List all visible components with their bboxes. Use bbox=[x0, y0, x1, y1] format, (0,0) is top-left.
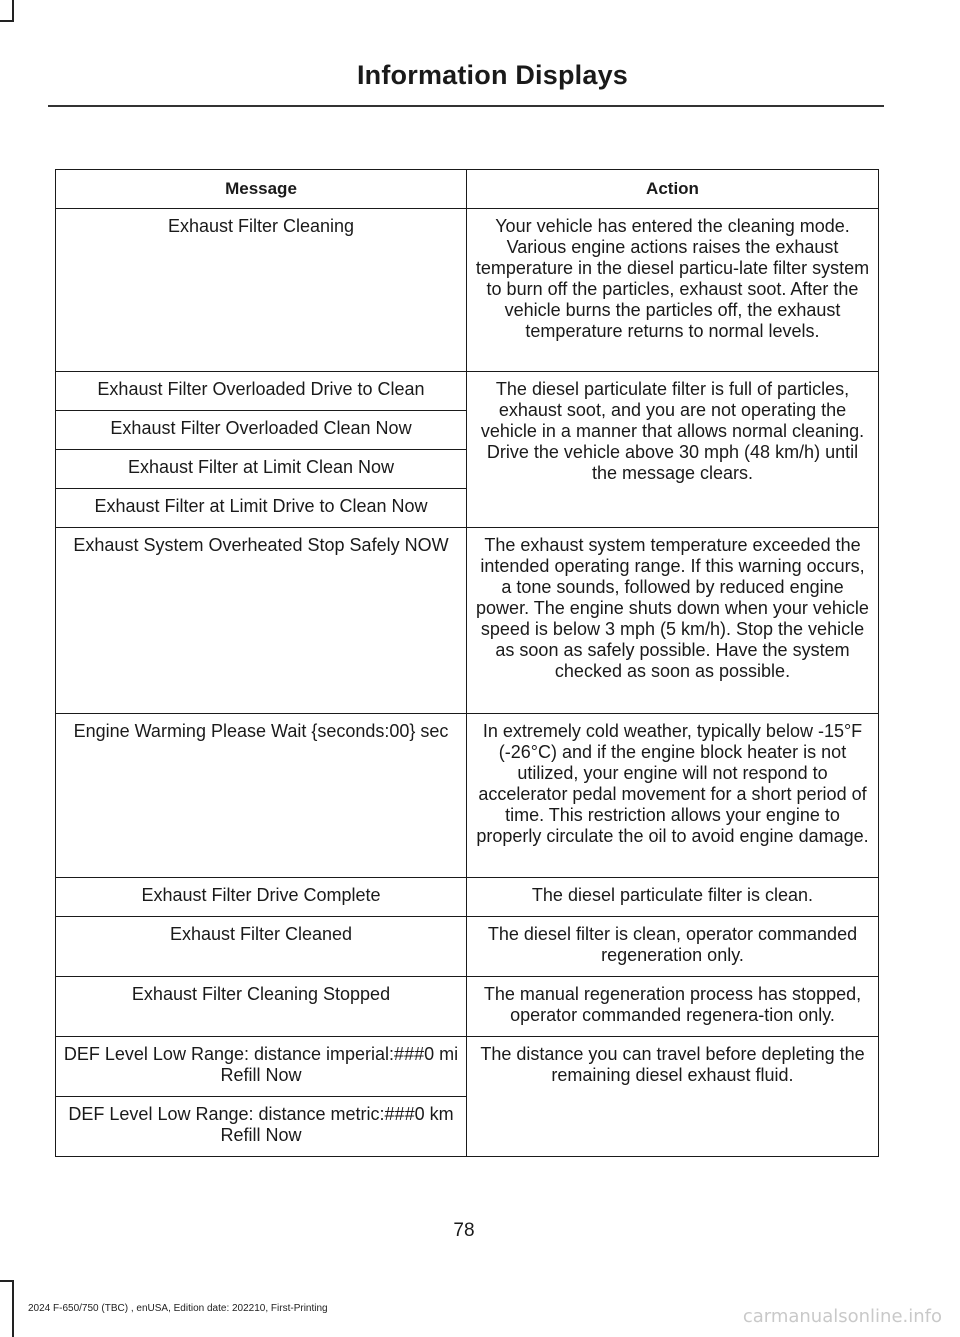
action-cell: The diesel particulate filter is clean. bbox=[467, 878, 879, 917]
table-row bbox=[56, 1037, 879, 1097]
table-row bbox=[56, 528, 879, 714]
action-cell: The distance you can travel before depleting the remaining diesel exhaust fluid. bbox=[467, 1037, 879, 1157]
message-cell: Exhaust Filter Cleaning Stopped bbox=[56, 977, 467, 1037]
message-cell: Exhaust Filter Overloaded Clean Now bbox=[56, 411, 467, 450]
header-divider bbox=[48, 105, 884, 107]
crop-mark-bottom-left-horizontal bbox=[0, 1280, 14, 1282]
table-row bbox=[56, 209, 879, 372]
message-cell: Exhaust Filter Cleaning bbox=[56, 209, 467, 372]
action-cell: Your vehicle has entered the cleaning mode. Various engine actions raises the exhaust temperature in the diesel particu-late filter system to burn off the particles, exhaust soot. After the vehicle burns the particles off, the exhaust temperature returns to normal levels. bbox=[467, 209, 879, 372]
crop-mark-top-left-vertical bbox=[12, 0, 14, 22]
action-cell: The manual regeneration process has stopped, operator commanded regenera-tion only. bbox=[467, 977, 879, 1037]
message-cell: Exhaust Filter at Limit Drive to Clean Now bbox=[56, 489, 467, 528]
column-header-action: Action bbox=[467, 170, 879, 209]
message-cell: Exhaust System Overheated Stop Safely NOW bbox=[56, 528, 467, 714]
message-cell: Exhaust Filter Cleaned bbox=[56, 917, 467, 977]
table-row bbox=[56, 714, 879, 878]
table-row bbox=[56, 917, 879, 977]
action-cell: The diesel filter is clean, operator commanded regeneration only. bbox=[467, 917, 879, 977]
edition-footer: 2024 F-650/750 (TBC) , enUSA, Edition date: 202210, First-Printing bbox=[28, 1303, 328, 1314]
page-title: Information Displays bbox=[356, 60, 628, 90]
table-row bbox=[56, 977, 879, 1037]
crop-mark-top-left-horizontal bbox=[0, 20, 14, 22]
table-header-row bbox=[56, 170, 879, 209]
message-cell: DEF Level Low Range: distance imperial:###0 mi Refill Now bbox=[56, 1037, 467, 1097]
messages-table bbox=[55, 169, 879, 1157]
table-row bbox=[56, 878, 879, 917]
column-header-message: Message bbox=[56, 170, 467, 209]
action-cell: The exhaust system temperature exceeded the intended operating range. If this warning occurs, a tone sounds, followed by reduced engine power. The engine shuts down when your vehicle speed is below 3 mph (5 km/h). Stop the vehicle as soon as safely possible. Have the system checked as soon as possible. bbox=[467, 528, 879, 714]
message-cell: Exhaust Filter Overloaded Drive to Clean bbox=[56, 372, 467, 411]
action-cell: The diesel particulate filter is full of particles, exhaust soot, and you are not operating the vehicle in a manner that allows normal cleaning. Drive the vehicle above 30 mph (48 km/h) until the message clears. bbox=[467, 372, 879, 528]
watermark: carmanualsonline.info bbox=[742, 1306, 942, 1327]
crop-mark-bottom-left-vertical bbox=[12, 1280, 14, 1337]
table-row bbox=[56, 372, 879, 411]
message-cell: DEF Level Low Range: distance metric:###0 km Refill Now bbox=[56, 1097, 467, 1157]
message-cell: Engine Warming Please Wait {seconds:00} sec bbox=[56, 714, 467, 878]
action-cell: In extremely cold weather, typically below -15°F (-26°C) and if the engine block heater is not utilized, your engine will not respond to accelerator pedal movement for a short period of time. This restriction allows your engine to properly circulate the oil to avoid engine damage. bbox=[467, 714, 879, 878]
page-number: 78 bbox=[453, 1220, 475, 1241]
message-cell: Exhaust Filter Drive Complete bbox=[56, 878, 467, 917]
message-cell: Exhaust Filter at Limit Clean Now bbox=[56, 450, 467, 489]
